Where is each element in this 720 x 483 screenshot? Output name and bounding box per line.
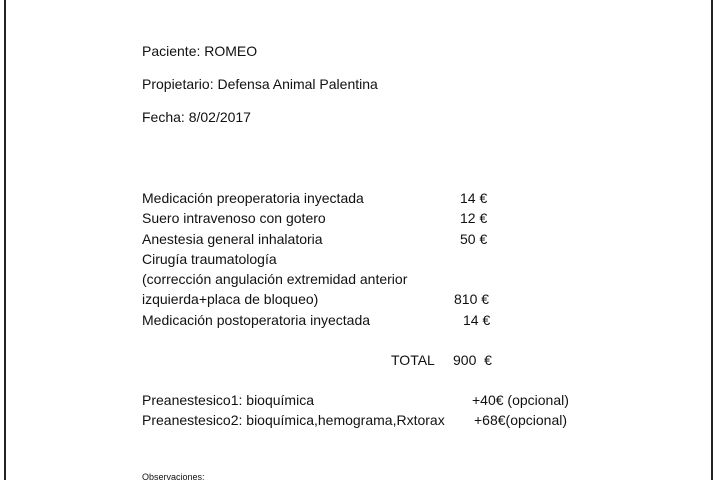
- item-description: izquierda+placa de bloqueo): [142, 291, 319, 307]
- date-line: Fecha: 8/02/2017: [142, 109, 251, 125]
- item-description: Suero intravenoso con gotero: [142, 210, 326, 226]
- extra-price: +68€(opcional): [474, 412, 568, 428]
- item-price: 14 €: [460, 190, 488, 206]
- item-price: 50 €: [460, 231, 488, 247]
- item-description: (corrección angulación extremidad anterior: [142, 271, 408, 287]
- page-border-right: [711, 0, 713, 480]
- owner-line: Propietario: Defensa Animal Palentina: [142, 76, 378, 92]
- item-price: 12 €: [460, 210, 488, 226]
- page-border-left: [4, 0, 6, 480]
- item-description: Anestesia general inhalatoria: [142, 231, 323, 247]
- total-label: TOTAL: [391, 352, 435, 368]
- total-value: 900 €: [453, 352, 492, 368]
- patient-line: Paciente: ROMEO: [142, 43, 258, 59]
- item-description: Medicación preoperatoria inyectada: [142, 190, 364, 206]
- observations-label: Observaciones:: [142, 472, 205, 482]
- extra-description: Preanestesico2: bioquímica,hemograma,Rxtorax: [142, 412, 445, 428]
- item-description: Medicación postoperatoria inyectada: [142, 312, 371, 328]
- item-description: Cirugía traumatología: [142, 251, 277, 267]
- extra-description: Preanestesico1: bioquímica: [142, 392, 314, 408]
- item-price: 810 €: [454, 291, 490, 307]
- extra-price: +40€ (opcional): [472, 392, 569, 408]
- item-price: 14 €: [463, 312, 491, 328]
